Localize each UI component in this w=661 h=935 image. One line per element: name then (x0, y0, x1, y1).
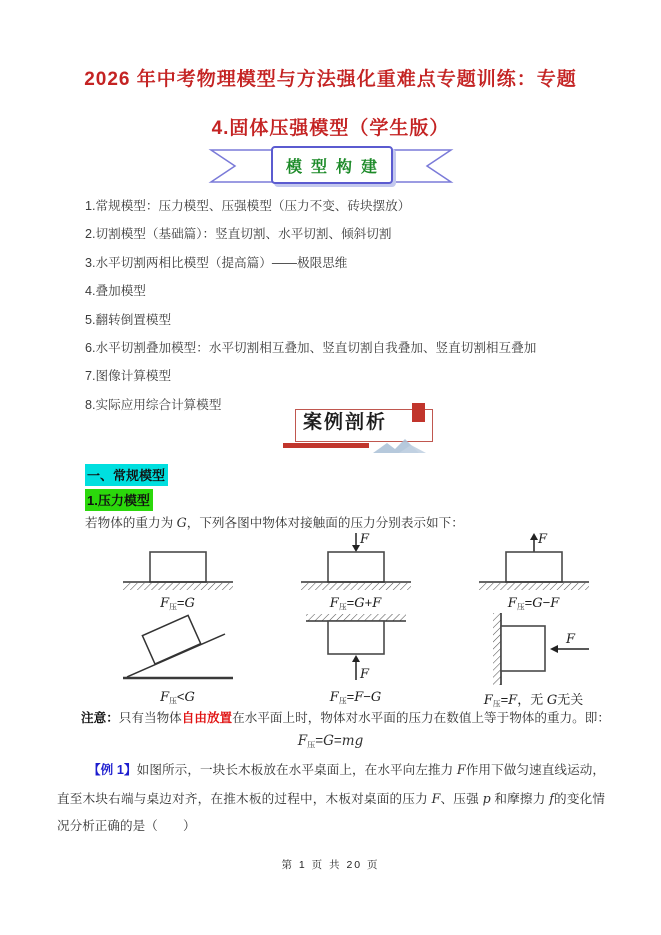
figure-block-on-horizontal-surface (100, 532, 255, 612)
case-analysis-banner-label: 案例剖析 (303, 412, 388, 433)
figure-block-pressed-on-ceiling (278, 612, 433, 709)
section-heading-pressure-force-model: 1.压力模型 (85, 489, 153, 511)
list-item: 5.翻转倒置模型 (85, 312, 172, 327)
figure-block-with-upward-force (456, 532, 611, 612)
ground-hatching (123, 583, 233, 590)
down-arrowhead (352, 545, 360, 552)
page-title-line1: 2026 年中考物理模型与方法强化重难点专题训练：专题 (84, 69, 577, 90)
model-build-banner (205, 139, 457, 195)
figure-formula: F压=G (160, 595, 195, 612)
case-analysis-banner (283, 404, 433, 452)
page-title-line2: 4.固体压强模型（学生版） (211, 118, 450, 139)
list-item: 7.图像计算模型 (85, 369, 172, 384)
figure-formula: F压=F，无 G无关 (483, 692, 584, 709)
ground-hatching (301, 583, 411, 590)
pressure-formula: F压=G=mg (297, 733, 364, 750)
left-arrowhead (550, 645, 558, 653)
figure-graphic (103, 532, 253, 592)
ground-hatching (479, 583, 589, 590)
page-number: 第 1 页 共 20 页 (281, 859, 380, 871)
up-arrowhead (530, 533, 538, 540)
force-label: F (537, 532, 547, 547)
list-item: 1.常规模型：压力模型、压强模型（压力不变、砖块摆放） (85, 199, 411, 213)
section-heading-regular-models: 一、常规模型 (85, 464, 168, 486)
example-1-text: 【例 1】如图所示，一块长木板放在水平桌面上，在水平向左推力 F作用下做匀速直线运动，直至木块右端与桌边对齐，在推木板的过程中，木板对桌面的压力 F、压强 p 和摩擦力 f的变化情况分析正确的是（ ） (57, 762, 606, 833)
figure-formula: F压=G−F (507, 595, 560, 612)
block (501, 626, 545, 671)
figure-formula: F压=G+F (329, 595, 382, 612)
model-list (85, 192, 621, 419)
figure-graphic (103, 612, 253, 686)
ceiling-hatching (306, 614, 406, 621)
force-label: F (359, 667, 369, 682)
case-banner-red-block (412, 403, 425, 422)
block (328, 621, 384, 654)
figure-formula: F压=F−G (329, 689, 382, 706)
figure-graphic (459, 532, 609, 592)
list-item: 6.水平切割叠加模型：水平切割相互叠加、竖直切割自我叠加、竖直切割相互叠加 (85, 341, 537, 356)
wall-hatching (493, 613, 501, 685)
figure-graphic (281, 612, 431, 686)
case-banner-red-bar (283, 443, 369, 448)
force-label: F (359, 532, 369, 547)
note-text: 注意：只有当物体自由放置在水平面上时，物体对水平面的压力在数值上等于物体的重力。即： (81, 711, 610, 725)
figure-graphic (459, 612, 609, 686)
figure-row-2 (100, 612, 611, 709)
list-item: 2.切割模型（基础篇）：竖直切割、水平切割、倾斜切割 (85, 227, 392, 242)
figure-block-pressed-on-wall (456, 612, 611, 709)
figure-block-with-downward-force (278, 532, 433, 612)
intro-text: 若物体的重力为 G，下列各图中物体对接触面的压力分别表示如下： (85, 515, 464, 530)
block (150, 552, 206, 582)
list-item: 8.实际应用综合计算模型 (85, 397, 222, 412)
tilted-block (142, 615, 200, 664)
list-item: 3.水平切割两相比模型（提高篇）——极限思维 (85, 255, 348, 270)
up-arrowhead (352, 655, 360, 662)
model-build-banner-label: 模型构建 (271, 146, 393, 184)
figure-block-on-incline (100, 612, 255, 709)
block (328, 552, 384, 582)
list-item: 4.叠加模型 (85, 284, 146, 299)
force-label: F (565, 632, 575, 647)
figure-row-1 (100, 532, 611, 612)
figure-formula: F压<G (160, 689, 195, 706)
mountain-decoration (373, 438, 427, 454)
block (506, 552, 562, 582)
figure-graphic (281, 532, 431, 592)
